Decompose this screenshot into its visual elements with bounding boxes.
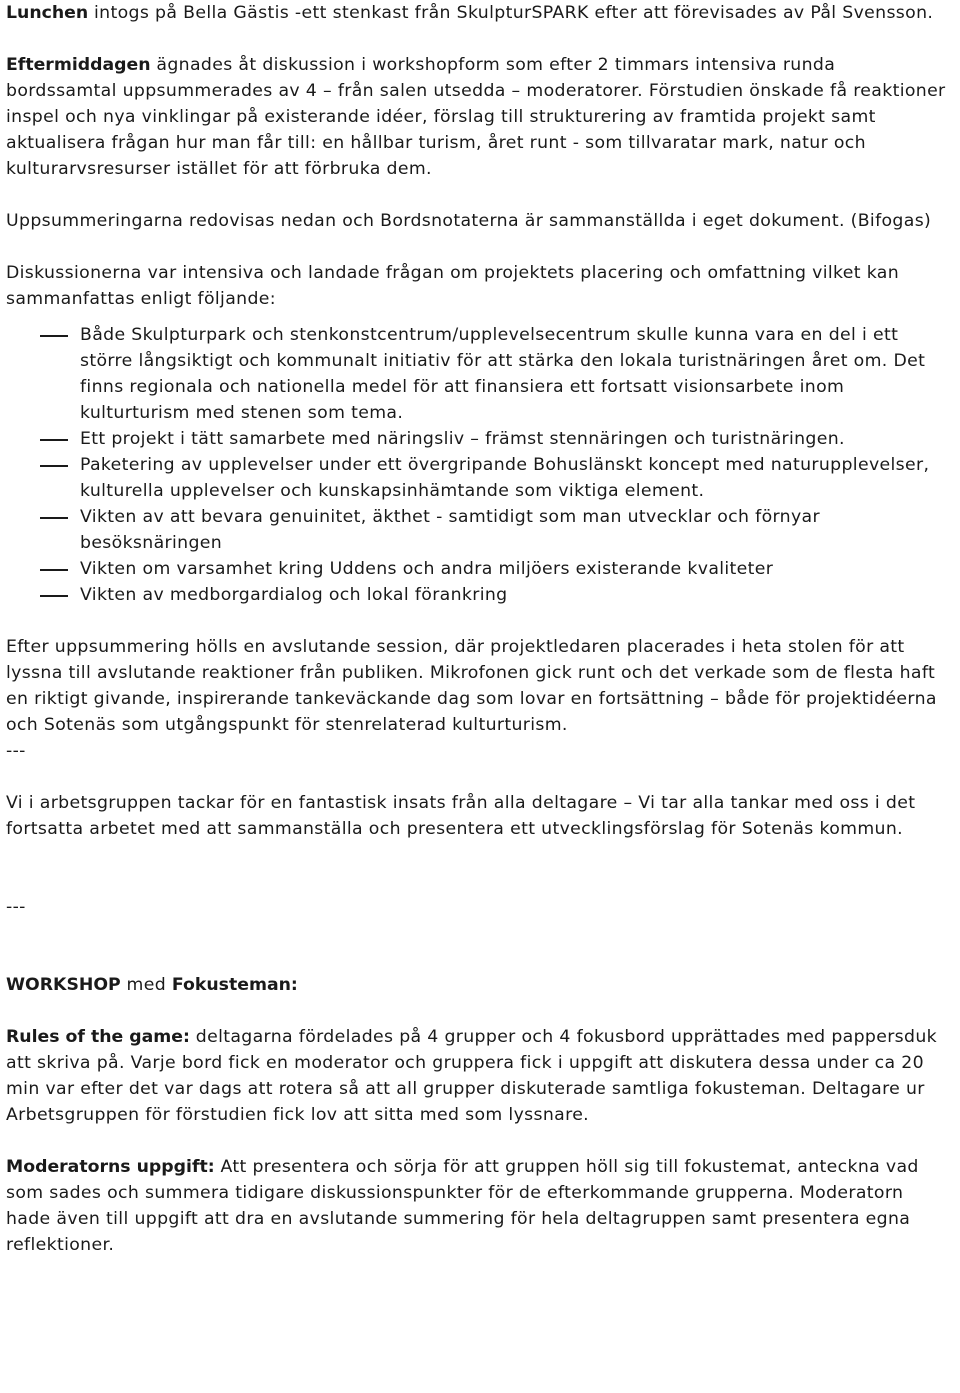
- spacer: [6, 868, 950, 894]
- workshop-heading: [6, 972, 950, 998]
- spacer: [6, 946, 950, 972]
- list-item: Både Skulpturpark och stenkonstcentrum/upplevelsecentrum skulle kunna vara en del i ett större långsiktigt och kommunalt initiativ för att stärka den lokala turistnäringen året om. Det finns regionala och nationella medel för att finansiera ett fortsatt visionsarbete inom kulturturism med stenen som tema.: [6, 322, 950, 426]
- list-item: Vikten av medborgardialog och lokal förankring: [6, 582, 950, 608]
- list-item: Vikten av att bevara genuinitet, äkthet - samtidigt som man utvecklar och förnyar besöksnäringen: [6, 504, 950, 556]
- list-item: Vikten om varsamhet kring Uddens och andra miljöers existerande kvaliteter: [6, 556, 950, 582]
- closing-session-paragraph: Efter uppsummering hölls en avslutande session, där projektledaren placerades i heta stolen för att lyssna till avslutande reaktioner från publiken. Mikrofonen gick runt och det verkade som de flesta haft en riktigt givande, inspirerande tankeväckande dag som lovar en fortsättning – både för projektidéerna och Sotenäs som utgångspunkt för stenrelaterad kulturturism.: [6, 637, 937, 735]
- list-item: Paketering av upplevelser under ett övergripande Bohuslänskt koncept med naturupplevelser, kulturella upplevelser och kunskapsinhämtande som viktiga element.: [6, 452, 950, 504]
- afternoon-text: ägnades åt diskussion i workshopform som efter 2 timmars intensiva runda bordssamtal uppsummerades av 4 – från salen utsedda – moderatorer. Förstudien önskade få reaktioner inspel och nya vinklingar på existerande idéer, förslag till strukturering av framtida projekt samt aktualisera frågan hur man får till: en hållbar turism, året runt - som tillvaratar mark, natur och kulturarvsresurser istället för att förbruka dem.: [6, 55, 946, 179]
- workshop-connector: med: [120, 975, 172, 995]
- thanks-paragraph: Vi i arbetsgruppen tackar för en fantastisk insats från alla deltagare – Vi tar alla tankar med oss i det fortsatta arbetet med att sammanställa och presentera ett utvecklingsförslag för Sotenäs kommun.: [6, 793, 916, 839]
- list-item: Ett projekt i tätt samarbete med näringsliv – främst stennäringen och turistnäringen.: [6, 426, 950, 452]
- lunch-label: Lunchen: [6, 3, 89, 23]
- moderator-text: Att presentera och sörja för att gruppen höll sig till fokustemat, anteckna vad som sades och summera tidigare diskussionspunkter för de efterkommande grupperna. Moderatorn hade även till uppgift att dra en avslutande summering för hela deltagruppen samt presentera egna reflektioner.: [6, 1157, 919, 1255]
- lunch-paragraph: [6, 0, 950, 26]
- lunch-text: intogs på Bella Gästis -ett stenkast från SkulpturSPARK efter att förevisades av Pål Svensson.: [88, 3, 934, 23]
- moderator-label: Moderatorns uppgift:: [6, 1157, 215, 1177]
- conclusions-list: [6, 322, 950, 608]
- separator: ---: [6, 897, 26, 917]
- afternoon-label: Eftermiddagen: [6, 55, 151, 75]
- rules-text: deltagarna fördelades på 4 grupper och 4 fokusbord upprättades med pappersduk att skriva på. Varje bord fick en moderator och gruppera fick i uppgift att diskutera dessa under ca 20 min var efter det var dags att rotera så att all grupper diskuterade samtliga fokusteman. Deltagare ur Arbetsgruppen för förstudien fick lov att sitta med som lyssnare.: [6, 1027, 938, 1125]
- separator: ---: [6, 741, 26, 761]
- focus-themes-label: Fokusteman:: [171, 975, 298, 995]
- workshop-label: WORKSHOP: [6, 975, 121, 995]
- moderator-paragraph: [6, 1154, 950, 1258]
- rules-paragraph: [6, 1024, 950, 1128]
- summary-note-paragraph: Uppsummeringarna redovisas nedan och Bordsnotaterna är sammanställda i eget dokument. (Bifogas): [6, 211, 932, 231]
- spacer: [6, 920, 950, 946]
- afternoon-paragraph: [6, 52, 950, 182]
- rules-label: Rules of the game:: [6, 1027, 190, 1047]
- discussion-intro-paragraph: Diskussionerna var intensiva och landade frågan om projektets placering och omfattning vilket kan sammanfattas enligt följande:: [6, 263, 900, 309]
